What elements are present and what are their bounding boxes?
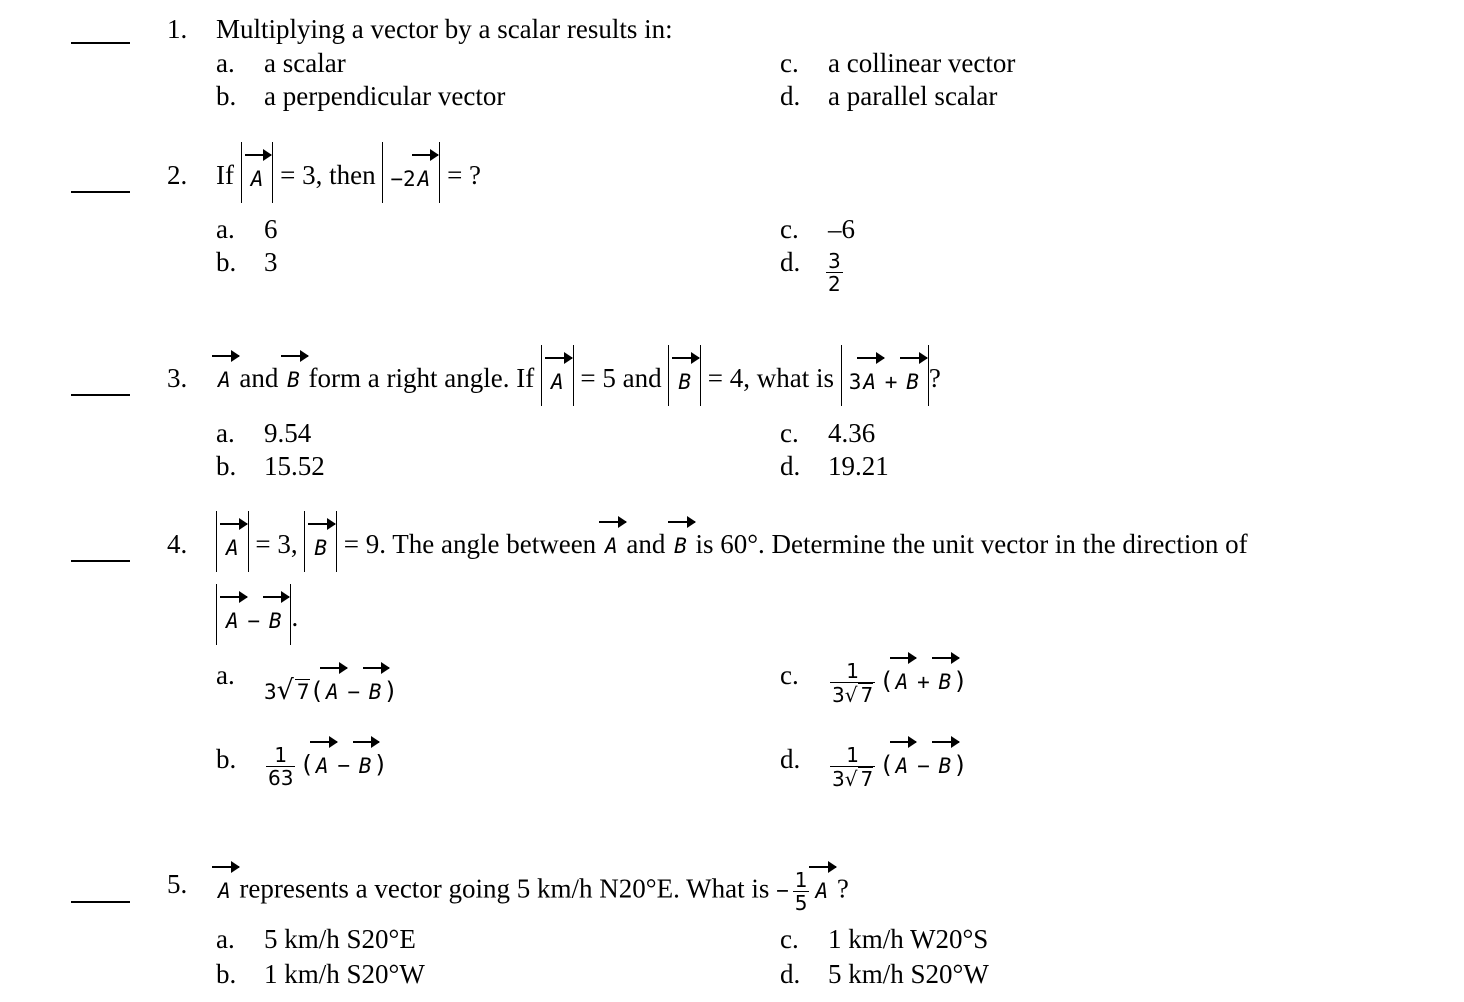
- question-number: 3.: [167, 363, 188, 393]
- vector-a: A: [226, 536, 239, 561]
- question-stem: [216, 363, 941, 396]
- magnitude-bars: [541, 365, 574, 396]
- vector-b: B: [358, 753, 372, 778]
- choice-label: a.: [216, 418, 235, 448]
- choice-expression: 3√ 7(A − B): [264, 675, 398, 706]
- stem-text: and: [239, 363, 279, 393]
- operator: −: [347, 680, 361, 704]
- answer-blank-1[interactable]: [71, 42, 130, 44]
- choice-label: d.: [780, 959, 801, 989]
- magnitude-bars: [241, 162, 274, 193]
- magnitude-bars: [216, 604, 291, 635]
- vector-a: A: [226, 609, 239, 634]
- choice-label: d.: [780, 247, 801, 277]
- choice-text: 19.21: [828, 451, 889, 481]
- stem-text: = 4, what is: [707, 363, 834, 393]
- denominator: 5: [794, 891, 808, 915]
- answer-blank-4[interactable]: [71, 560, 130, 562]
- choice-label: b.: [216, 959, 237, 989]
- choice-label: d.: [780, 81, 801, 111]
- minus-sign: −: [247, 609, 261, 634]
- stem-text: form a right angle. If: [308, 363, 535, 393]
- operator: −: [917, 754, 930, 779]
- choice-fraction: [822, 250, 847, 295]
- choice-text: 5 km/h S20°E: [264, 924, 416, 954]
- vector-a: A: [895, 670, 909, 695]
- choice-label: b.: [216, 247, 237, 277]
- vector-a: A: [863, 370, 877, 395]
- minus-sign: −: [776, 878, 789, 903]
- vector-b: B: [268, 609, 282, 634]
- numerator: 1: [830, 744, 875, 767]
- stem-text: is 60°. Determine the unit vector in the direction of: [695, 529, 1248, 559]
- vector-a: A: [218, 368, 231, 392]
- answer-blank-5[interactable]: [71, 901, 130, 903]
- sqrt-sign: √: [276, 675, 294, 706]
- stem-text: and: [626, 529, 666, 559]
- sqrt-sign: √: [844, 767, 858, 791]
- numerator: 3: [828, 249, 841, 273]
- radicand: 7: [860, 767, 874, 791]
- vector-b: B: [368, 680, 382, 704]
- choice-label: c.: [780, 924, 799, 954]
- question-stem: [216, 160, 481, 193]
- vector-b: B: [678, 370, 691, 395]
- vector-a: A: [315, 753, 329, 778]
- choice-text: a perpendicular vector: [264, 81, 506, 111]
- vector-a: A: [325, 680, 339, 704]
- vector-a: A: [550, 370, 564, 395]
- plus-sign: +: [884, 370, 898, 395]
- stem-text: If: [216, 160, 234, 190]
- choice-label: b.: [216, 81, 237, 111]
- vector-b: B: [287, 368, 300, 392]
- coefficient: 3: [264, 680, 277, 704]
- choice-text: 3: [264, 247, 278, 277]
- choice-label: b.: [216, 744, 237, 774]
- choice-text: 5 km/h S20°W: [828, 959, 989, 989]
- answer-blank-2[interactable]: [71, 191, 130, 193]
- choice-text: 15.52: [264, 451, 325, 481]
- stem-text: represents a vector going 5 km/h N20°E. What is: [239, 873, 770, 904]
- question-number: 1.: [167, 14, 188, 44]
- denominator: 63: [268, 766, 294, 790]
- stem-text: = 9. The angle between: [343, 529, 597, 559]
- choice-label: c.: [780, 48, 799, 78]
- choice-label: c.: [780, 418, 799, 448]
- magnitude-bars: [382, 162, 440, 193]
- answer-blank-3[interactable]: [71, 394, 130, 396]
- choice-text: a scalar: [264, 48, 346, 78]
- question-number: 4.: [167, 529, 188, 559]
- vector-a: A: [895, 754, 909, 779]
- choice-expression: $\frac{1}{3√ 7}$ (A + B): [832, 659, 968, 707]
- stem-text: = ?: [447, 160, 482, 190]
- choice-label: a.: [216, 214, 235, 244]
- question-stem: [216, 869, 849, 914]
- question-stem: [216, 529, 1248, 562]
- choice-text: 4.36: [828, 418, 876, 448]
- choice-label: c.: [780, 660, 799, 690]
- sqrt-sign: √: [844, 683, 858, 707]
- stem-text: ?: [928, 363, 941, 393]
- question-stem: Multiplying a vector by a scalar results in:: [216, 14, 673, 44]
- stem-text: = 5 and: [580, 363, 662, 393]
- stem-text: = 3, then: [280, 160, 376, 190]
- choice-expression: $\frac{1}{63}$ (A − B): [268, 743, 388, 790]
- choice-text: 9.54: [264, 418, 312, 448]
- question-number: 5.: [167, 869, 188, 899]
- coefficient: 3: [832, 767, 845, 791]
- vector-a: A: [604, 534, 618, 558]
- stem-text: ?: [836, 873, 849, 904]
- choice-label: b.: [216, 451, 237, 481]
- question-number: 2.: [167, 160, 188, 190]
- choice-text: 1 km/h W20°S: [828, 924, 989, 954]
- vector-b: B: [938, 754, 952, 779]
- magnitude-bars: [304, 531, 337, 562]
- choice-label: c.: [780, 214, 799, 244]
- choice-text: 1 km/h S20°W: [264, 959, 425, 989]
- magnitude-bars: [668, 365, 701, 396]
- coefficient: 3: [832, 683, 845, 707]
- denominator: 2: [828, 272, 841, 296]
- scalar: 3: [848, 370, 862, 395]
- vector-a: A: [815, 878, 829, 903]
- radicand: 7: [860, 683, 874, 707]
- scalar: −2: [390, 167, 416, 192]
- vector-a: A: [218, 878, 231, 903]
- choice-label: d.: [780, 451, 801, 481]
- choice-text: a parallel scalar: [828, 81, 998, 111]
- choice-label: d.: [780, 744, 801, 774]
- choice-text: a collinear vector: [828, 48, 1016, 78]
- vector-b: B: [314, 536, 328, 561]
- numerator: 1: [266, 744, 295, 767]
- choice-expression: $\frac{1}{3√ 7}$ (A − B): [832, 743, 968, 791]
- choice-label: a.: [216, 48, 235, 78]
- stem-text: .: [291, 602, 299, 632]
- question-stem-continued: [216, 602, 298, 635]
- numerator: 1: [830, 660, 875, 683]
- vector-a: A: [417, 167, 431, 192]
- choice-text: 6: [264, 214, 278, 244]
- magnitude-bars: [841, 365, 929, 396]
- operator: +: [917, 670, 930, 695]
- operator: −: [337, 753, 350, 778]
- numerator: 1: [794, 868, 808, 892]
- vector-b: B: [906, 370, 919, 395]
- radicand: 7: [296, 680, 310, 704]
- choice-label: a.: [216, 660, 235, 690]
- choice-text: –6: [828, 214, 855, 244]
- vector-b: B: [938, 670, 952, 695]
- vector-b: B: [674, 534, 687, 558]
- vector-a: A: [250, 167, 264, 192]
- magnitude-bars: [216, 531, 249, 562]
- choice-label: a.: [216, 924, 235, 954]
- stem-text: = 3,: [255, 529, 298, 559]
